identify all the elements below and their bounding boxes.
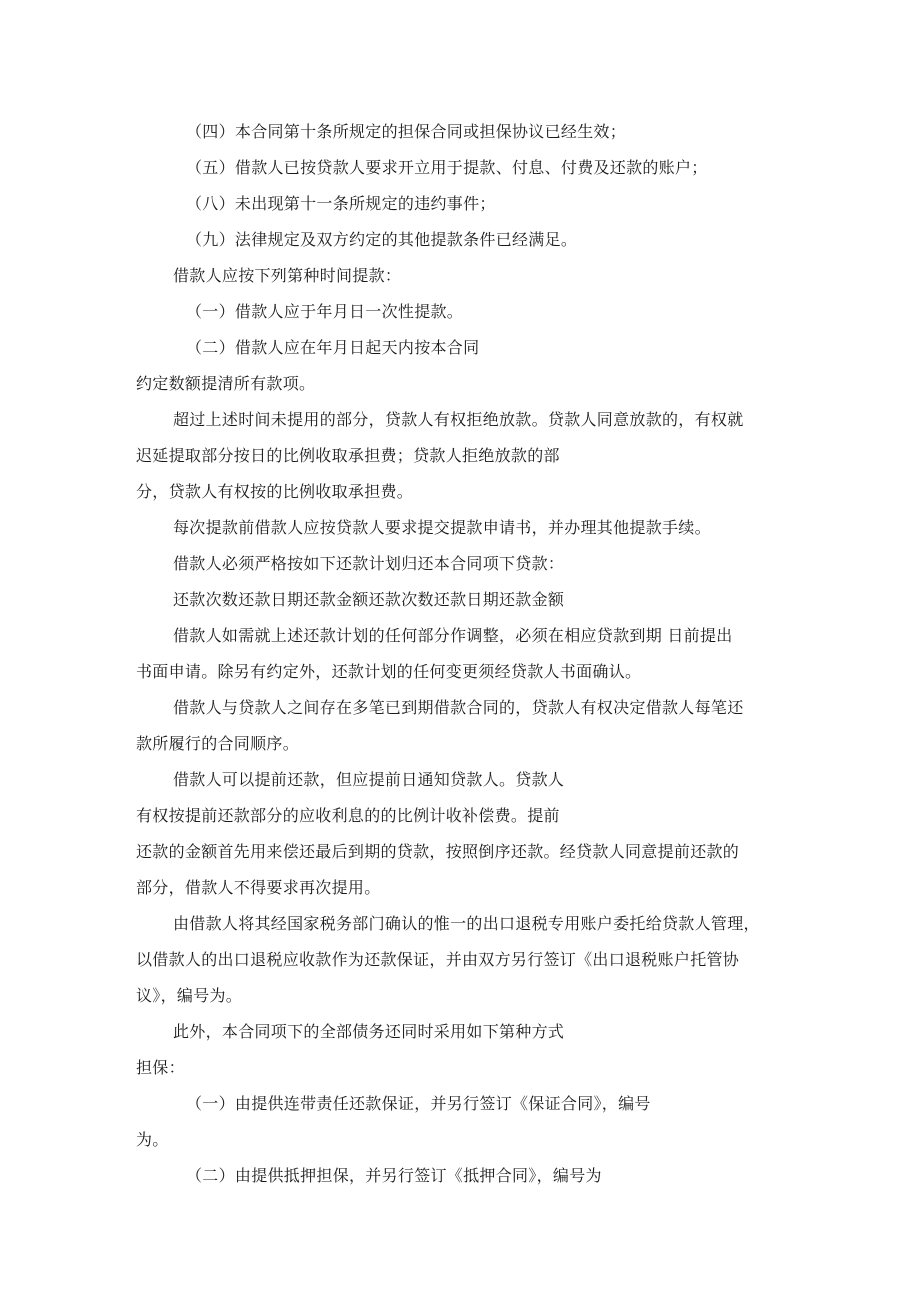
text-line: 有权按提前还款部分的应收利息的的比例计收补偿费。提前 xyxy=(136,806,560,825)
text-line: 借款人应按下列第种时间提款： xyxy=(173,266,402,285)
text-line: 借款人与贷款人之间存在多笔已到期借款合同的，贷款人有权决定借款人每笔还 xyxy=(173,698,744,717)
text-line: 每次提款前借款人应按贷款人要求提交提款申请书，并办理其他提款手续。 xyxy=(173,518,711,537)
text-line: 超过上述时间未提用的部分，贷款人有权拒绝放款。贷款人同意放款的，有权就 xyxy=(173,410,744,429)
text-line: （九）法律规定及双方约定的其他提款条件已经满足。 xyxy=(186,230,578,249)
text-line: （一）借款人应于年月日一次性提款。 xyxy=(186,302,464,321)
text-line: 为。 xyxy=(136,1130,169,1149)
text-line: 还款的金额首先用来偿还最后到期的贷款，按照倒序还款。经贷款人同意提前还款的 xyxy=(136,842,740,861)
text-line: 部分，借款人不得要求再次提用。 xyxy=(136,878,381,897)
text-line: 约定数额提清所有款项。 xyxy=(136,374,316,393)
text-line: 借款人如需就上述还款计划的任何部分作调整，必须在相应贷款到期 日前提出 xyxy=(173,626,733,645)
text-line: 此外，本合同项下的全部债务还同时采用如下第种方式 xyxy=(173,1022,565,1041)
text-line: 议》，编号为。 xyxy=(136,986,243,1005)
text-line: 书面申请。除另有约定外，还款计划的任何变更须经贷款人书面确认。 xyxy=(136,662,642,681)
text-line: 分，贷款人有权按的比例收取承担费。 xyxy=(136,482,414,501)
text-line: （八）未出现第十一条所规定的违约事件； xyxy=(186,194,496,213)
text-line: 还款次数还款日期还款金额还款次数还款日期还款金额 xyxy=(173,590,565,609)
text-line: （四）本合同第十条所规定的担保合同或担保协议已经生效； xyxy=(186,122,627,141)
text-line: 借款人必须严格按如下还款计划归还本合同项下贷款： xyxy=(173,554,565,573)
text-line: （二）借款人应在年月日起天内按本合同 xyxy=(186,338,480,357)
text-line: （一）由提供连带责任还款保证，并另行签订《保证合同》，编号 xyxy=(186,1094,651,1113)
text-line: 借款人可以提前还款，但应提前日通知贷款人。贷款人 xyxy=(173,770,565,789)
text-line: （二）由提供抵押担保，并另行签订《抵押合同》，编号为 xyxy=(186,1166,602,1185)
text-line: 款所履行的合同顺序。 xyxy=(136,734,300,753)
text-line: 以借款人的出口退税应收款作为还款保证，并由双方另行签订《出口退税账户托管协 xyxy=(136,950,740,969)
text-line: （五）借款人已按贷款人要求开立用于提款、付息、付费及还款的账户； xyxy=(186,158,708,177)
text-line: 迟延提取部分按日的比例收取承担费；贷款人拒绝放款的部 xyxy=(136,446,560,465)
text-line: 担保： xyxy=(136,1058,185,1077)
text-line: 由借款人将其经国家税务部门确认的惟一的出口退税专用账户委托给贷款人管理， xyxy=(173,914,760,933)
